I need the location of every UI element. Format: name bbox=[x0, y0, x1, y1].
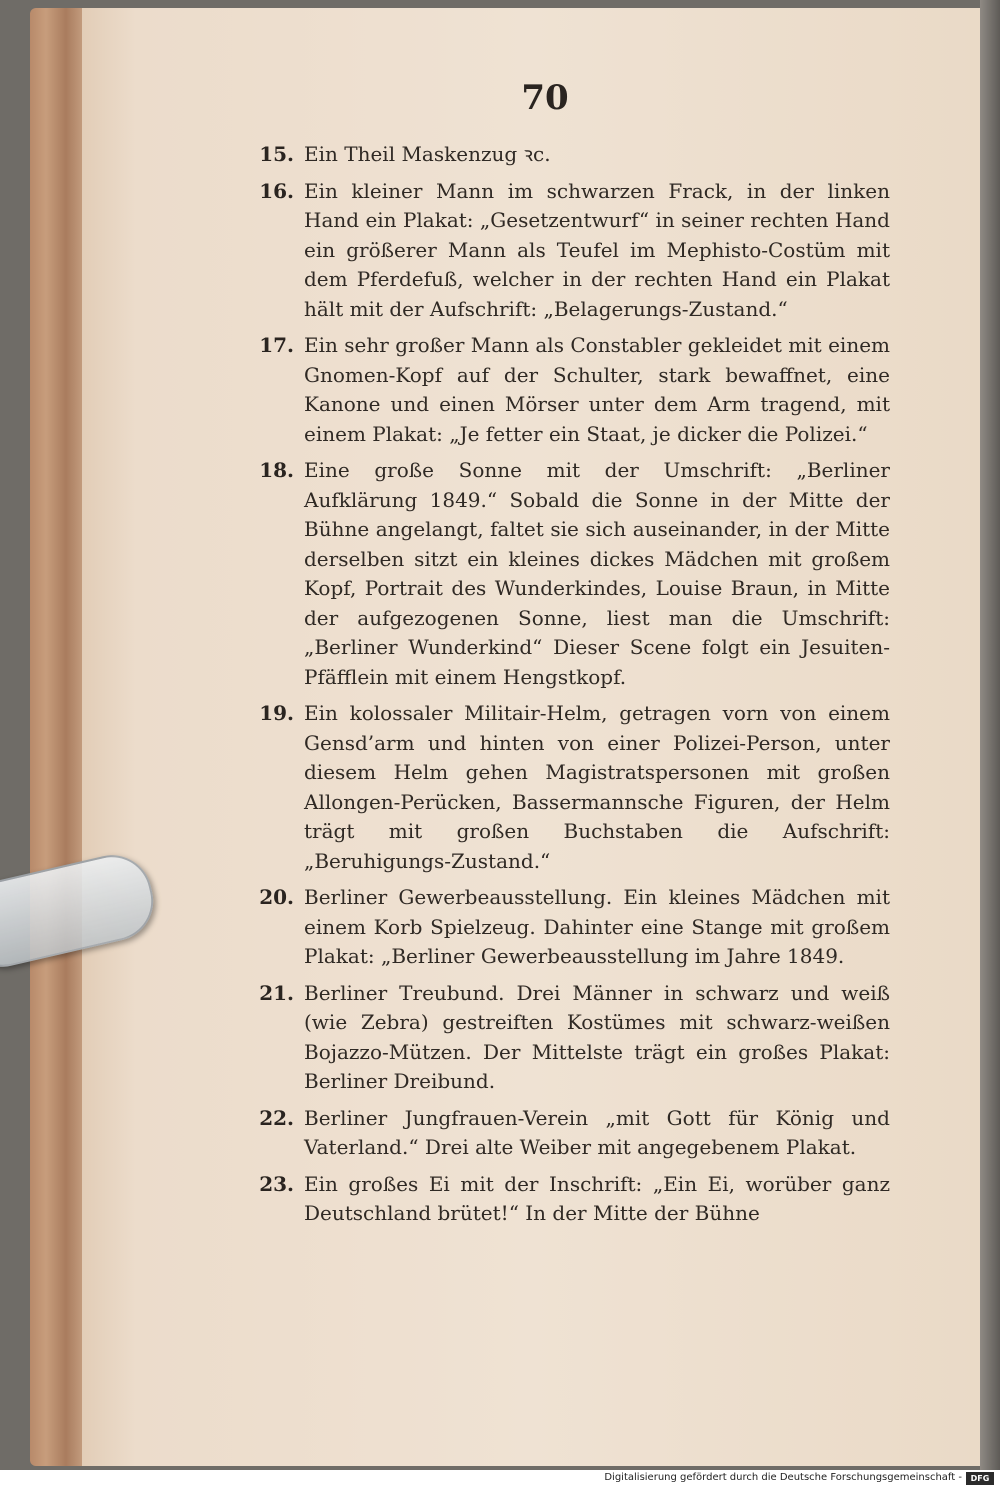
list-item bbox=[246, 883, 890, 972]
list-item bbox=[246, 456, 890, 692]
entry-number: 15. bbox=[259, 142, 294, 166]
entry-number: 17. bbox=[259, 333, 294, 357]
entry-text: Ein sehr großer Mann als Constabler gekleidet mit einem Gnomen-Kopf auf der Schulter, stark bewaffnet, eine Kanone und einen Mörser unter dem Arm tragend, mit einem Plakat: „Je fetter ein Staat, je dicker die Polizei.“ bbox=[304, 333, 890, 446]
digitization-credit: Digitalisierung gefördert durch die Deutsche Forschungsgemeinschaft - bbox=[604, 1472, 962, 1483]
list-item bbox=[246, 699, 890, 876]
entry-number: 19. bbox=[259, 701, 294, 725]
list-item bbox=[246, 1170, 890, 1229]
entry-number: 23. bbox=[259, 1171, 294, 1196]
entry-text: Berliner Jungfrauen-Verein „mit Gott für König und Vaterland.“ Drei alte Weiber mit angegebenem Plakat. bbox=[304, 1105, 890, 1159]
entry-list bbox=[246, 140, 890, 1236]
page-number: 70 bbox=[521, 78, 569, 118]
dfg-logo: DFG bbox=[966, 1472, 994, 1485]
list-item bbox=[246, 979, 890, 1097]
entry-number: 22. bbox=[259, 1105, 294, 1130]
entry-text: Ein großes Ei mit der Inschrift: „Ein Ei, worüber ganz Deutschland brütet!“ In der Mitte der Bühne bbox=[304, 1171, 890, 1225]
entry-text: Berliner Treubund. Drei Männer in schwarz und weiß (wie Zebra) gestreiften Kostümes mit schwarz-weißen Bojazzo-Mützen. Der Mittelste trägt ein großes Plakat: Berliner Dreibund. bbox=[304, 980, 890, 1093]
entry-number: 21. bbox=[259, 980, 294, 1005]
entry-text: Eine große Sonne mit der Umschrift: „Berliner Aufklärung 1849.“ Sobald die Sonne in der Mitte der Bühne angelangt, faltet sie sich auseinander, in der Mitte derselben sitzt ein kleines dickes Mädchen mit großem Kopf, Portrait des Wunderkindes, Louise Braun, in Mitte der aufgezogenen Sonne, liest man die Umschrift: „Berliner Wunderkind“ Dieser Scene folgt ein Jesuiten-Pfäfflein mit einem Hengstkopf. bbox=[304, 458, 890, 689]
scan-right-border bbox=[980, 0, 1000, 1470]
list-item bbox=[246, 1104, 890, 1163]
list-item bbox=[246, 140, 890, 170]
list-item bbox=[246, 177, 890, 325]
entry-text: Berliner Gewerbeausstellung. Ein kleines Mädchen mit einem Korb Spielzeug. Dahinter eine Stange mit großem Plakat: „Berliner Gewerbeausstellung im Jahre 1849. bbox=[304, 885, 890, 968]
entry-number: 18. bbox=[259, 458, 294, 482]
entry-text: Ein Theil Maskenzug ꝛc. bbox=[304, 142, 551, 166]
list-item bbox=[246, 331, 890, 449]
entry-text: Ein kolossaler Militair-Helm, getragen vorn von einem Gensd’arm und hinten von einer Polizei-Person, unter diesem Helm gehen Magistratspersonen mit großen Allongen-Perücken, Bassermannsche Figuren, der Helm trägt mit großen Buchstaben die Aufschrift: „Beruhigungs-Zustand.“ bbox=[304, 701, 890, 873]
entry-number: 20. bbox=[259, 885, 294, 909]
entry-text: Ein kleiner Mann im schwarzen Frack, in der linken Hand ein Plakat: „Gesetzentwurf“ in seiner rechten Hand ein größerer Mann als Teufel im Mephisto-Costüm mit dem Pferdefuß, welcher in der rechten Hand ein Plakat hält mit der Aufschrift: „Belagerungs-Zustand.“ bbox=[304, 178, 890, 321]
entry-number: 16. bbox=[259, 178, 294, 203]
